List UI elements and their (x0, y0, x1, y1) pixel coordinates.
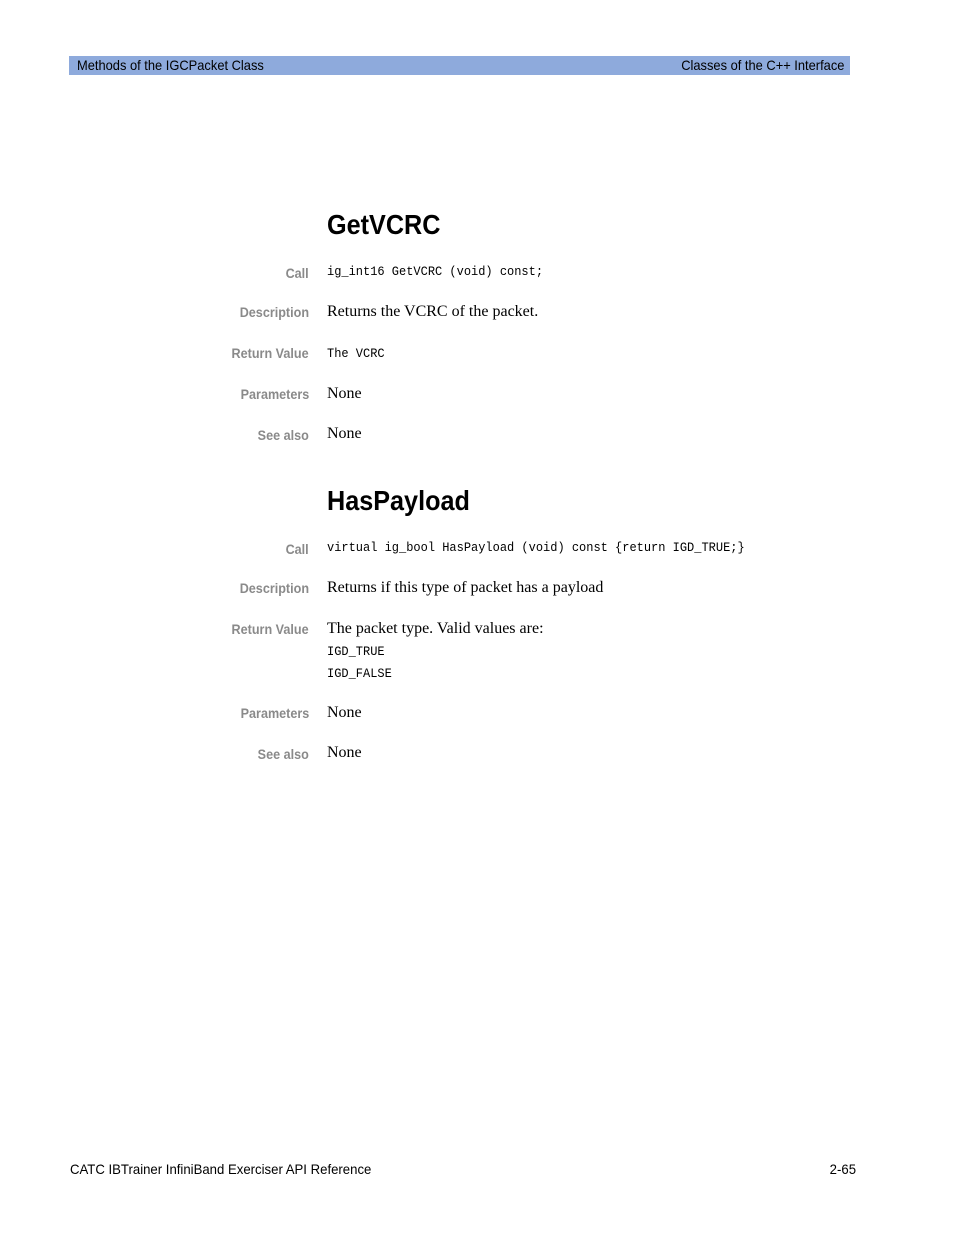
description-label: Description (239, 580, 309, 596)
see-also-label: See also (257, 427, 309, 443)
return-value-option: IGD_TRUE (327, 645, 385, 659)
header-chapter-title: Classes of the C++ Interface (680, 57, 844, 73)
footer-document-title: CATC IBTrainer InfiniBand Exerciser API Reference (70, 1161, 372, 1177)
running-header (69, 56, 850, 75)
header-section-title: Methods of the IGCPacket Class (77, 57, 264, 73)
return-value-label: Return Value (231, 345, 309, 361)
description-text: Returns if this type of packet has a payload (327, 579, 604, 596)
see-also-label: See also (257, 746, 309, 762)
description-label: Description (239, 304, 309, 320)
parameters-label: Parameters (240, 705, 309, 721)
call-signature: ig_int16 GetVCRC (void) const; (327, 265, 544, 279)
parameters-text: None (327, 385, 362, 402)
see-also-text: None (327, 425, 362, 442)
page-number: 2-65 (829, 1161, 856, 1177)
see-also-text: None (327, 744, 362, 761)
return-value-option: IGD_FALSE (327, 667, 392, 681)
parameters-label: Parameters (240, 386, 309, 402)
method-title-getvcrc: GetVCRC (327, 209, 441, 240)
description-text: Returns the VCRC of the packet. (327, 303, 539, 320)
call-signature: virtual ig_bool HasPayload (void) const {return IGD_TRUE;} (327, 541, 745, 555)
method-title-haspayload: HasPayload (327, 485, 470, 516)
parameters-text: None (327, 704, 362, 721)
return-value-text: The VCRC (327, 347, 385, 361)
call-label: Call (285, 265, 309, 281)
return-value-text: The packet type. Valid values are: (327, 620, 544, 637)
return-value-label: Return Value (231, 621, 309, 637)
call-label: Call (285, 541, 309, 557)
